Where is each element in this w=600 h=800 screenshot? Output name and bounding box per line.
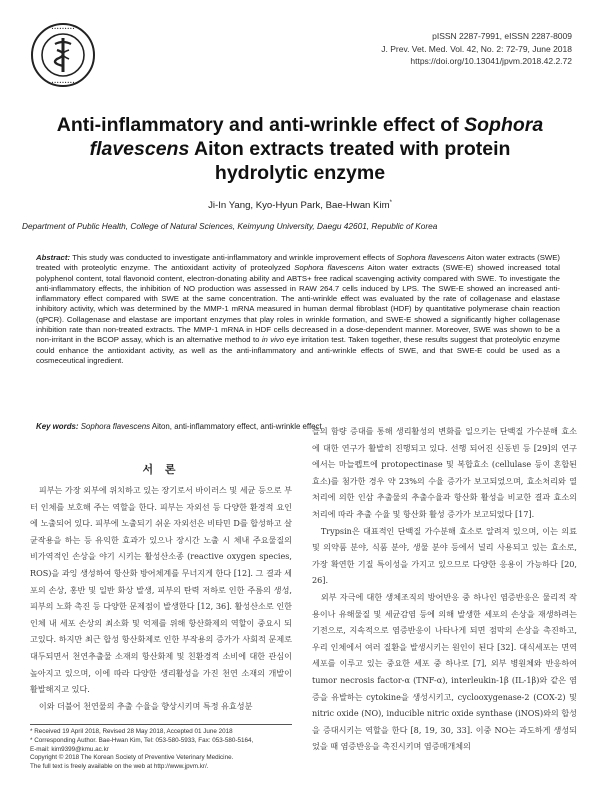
corresponding-mark: * (389, 200, 392, 206)
citation-line: J. Prev. Vet. Med. Vol. 42, No. 2: 72-79, June 2018 (381, 43, 572, 54)
abstract-italic-3: in vivo (261, 335, 285, 345)
affiliation: Department of Public Health, College of Natural Sciences, Keimyung University, Daegu 42601, Republic of Korea (22, 221, 438, 231)
footnote-corresponding: * Corresponding Author. Bae-Hwan Kim, Tel: 053-580-5933, Fax: 053-580-5164, (30, 736, 254, 744)
section-title-introduction: 서 론 (142, 463, 180, 476)
abstract-text-2: Aiton water extracts (SWE) treated with proteolytic enzyme. The antioxidant activity of proteolyzed (36, 253, 560, 273)
paragraph: Trypsin은 대표적인 단백질 가수분해 효소로 알려져 있으며, 이는 의료 및 의약품 분야, 식품 분야, 생물 분야 등에서 널리 사용되고 있는 효소로, 가장 확연한 기질 특이성을 가지고 있으므로 다양한 응용이 가능하다 [20, 26]. (312, 525, 577, 586)
abstract (36, 253, 560, 366)
article-title (50, 113, 550, 185)
footnote-email[interactable]: E-mail: kim9399@kmu.ac.kr (30, 745, 109, 753)
paragraph: 외부 자극에 대한 생체조직의 방어반응 중 하나인 염증반응은 물리적 작용이나 유해물질 및 세균감염 등에 의해 발생한 세포의 손상을 재생하려는 기전으로, 지속적으로 염증반응이 나타나게 되면 점막의 손상을 촉진하고, 우리 인체에서 여러 질환을 발생시키는 원인이 된다 [32]. 대식세포는 면역세포를 이루고 있는 중요한 세포 중 하나로 [7], 외부 병원체와 반응하여 tumor necrosis factor-α (TNF-α), interleukin-1β (IL-1β)와 같은 염증을 유발하는 cytokine을 생성시키고, cyclooxygenase-2 (COX-2) 및 nitric oxide (NO), inducible nitric oxide synthase (iNOS)와의 합성을 증대시키는 역할을 한다 [8, 19, 30, 33]. 이중 NO는 과도하게 생성되었을 때 염증반응을 촉진시키며 염증매개체의 (312, 591, 577, 752)
abstract-italic-1: Sophora flavescens (396, 253, 465, 262)
footnote-availability[interactable]: The full text is freely available on the web at http://www.jpvm.kr/. (30, 763, 209, 771)
paragraph: 피부는 가장 외부에 위치하고 있는 장기로서 바이러스 및 세균 등으로 부터 인체를 보호해 주는 역할을 한다. 피부는 자외선 등 다양한 환경적 요인에 노출되어 있다. 피부에 노출되기 쉬운 자외선은 비타민 D를 합성하고 살균작용을 하는 등 유익한 효과가 있으나 장시간 노출 시 체내 주요물질의 비가역적인 손상을 야기 시키는 활성산소종 (reactive oxygen species, ROS)을 과잉 생성하여 항산화 방어체계를 무너지게 한다 [12]. 그 결과 세포의 손상, 홍반 및 일반 화상 발생, 피부의 탄력 저하로 인한 주름의 생성, 피부의 노화 촉진 등 다양한 문제점이 발생한다 [12, 36]. 활성산소로 인한 인체 내 세포 손상의 최소화 및 억제를 위해 항산화제의 역할이 중요시 되고있다. 하지만 최근 합성 항산화제로 인한 부작용의 증가가 사회적 문제로 대두되면서 천연추출물 소재의 항산화제 및 친환경적 소비에 대한 관심이 높아지고 있으며, 이에 따라 다양한 생리활성을 가진 천연 소재의 개발이 활발해지고 있다. (30, 485, 292, 695)
abstract-text-4: eye irritation test. Taken together, these results suggest that proteolytic enzyme could enhance the antioxidant activity, as well as the anti-inflammatory and anti-wrinkle effects of SWE, and that SWE-E could be used as a cosmeceutical ingredient. (36, 335, 560, 365)
title-part-2: Aiton extracts treated with protein hydrolytic enzyme (189, 138, 511, 184)
keywords-italic: Sophora flavescens (80, 422, 151, 431)
paragraph: 들의 함량 증대를 통해 생리활성의 변화를 일으키는 단백질 가수분해 효소에 대한 연구가 활발히 진행되고 있다. 선행 되어진 신동빈 등 [29]의 연구에서는 마늘펩트에 protopectinase 및 복합효소 (cellulase 등이 혼합된 효소)를 첨가한 경우 약 23%의 수율 증가가 보고되었으며, 효소처리와 열처리에 의한 인삼 추출물의 추출수율과 항산화 활성을 비교한 결과 효소의 처리에 따라 추출 수율 및 항산화 활성 증가가 보고되었다 [17]. (312, 426, 577, 519)
abstract-text-1: This study was conducted to investigate anti-inflammatory and wrinkle improvement effects of (70, 253, 397, 262)
author-names: Ji-In Yang, Kyo-Hyun Park, Bae-Hwan Kim (208, 200, 390, 212)
title-species: Sophora flavescens (89, 114, 544, 160)
author-list (0, 200, 600, 211)
paragraph: 이와 더불어 천연물의 추출 수율을 향상시키며 특정 유효성분 (38, 700, 253, 711)
doi-link[interactable]: https://doi.org/10.13041/jpvm.2018.42.2.72 (410, 56, 572, 66)
footnote-copyright: Copyright © 2018 The Korean Society of Preventive Veterinary Medicine. (30, 754, 234, 762)
abstract-italic-2: Sophora flavescens (294, 263, 365, 273)
keywords-text: Aiton, anti-inflammatory effect, anti-wrinkle effect (150, 422, 322, 431)
svg-text:• • • • • • • • •: • • • • • • • • • (51, 80, 75, 85)
society-logo (30, 22, 96, 88)
footnotes (30, 724, 292, 772)
right-column (312, 423, 577, 755)
keywords-label: Key words: (36, 422, 79, 431)
journal-header (381, 30, 572, 68)
footnote-received: * Received 19 April 2018, Revised 28 May 2018, Accepted 01 June 2018 (30, 728, 233, 735)
issn-line: pISSN 2287-7991, eISSN 2287-8009 (432, 31, 572, 41)
left-column (30, 482, 292, 714)
title-part-1: Anti-inflammatory and anti-wrinkle effect of (56, 114, 465, 136)
abstract-label: Abstract: (36, 253, 71, 262)
svg-text:• • • • • • • • •: • • • • • • • • • (51, 26, 75, 31)
abstract-text-3: Aiton water extracts (SWE-E) showed increased total polyphenol content, total flavonoid content, electron-donating ability and ABTS+ free radical scavenging activity compared with SWE. To investigate the anti-inflammatory effects, the inhibition of NO production was assessed in RAW 264.7 cells induced by LPS. The SWE-E showed an increased anti-inflammatory effect compared with SWE at the same concentration. The anti-wrinkle effect was evaluated by the rate of collagenase and elastase inhibitory activity, which was determined by the MMP-1 mRNA measured in human dermal fibroblast (HDF) by quantitative polymerase chain reaction (qPCR). Collagenase and elastase are important enzymes that play roles in wrinkle formation, and SWE-E showed a significantly higher collagenase inhibition rate than non-treated extracts. The MMP-1 mRNA in HDF cells decreased in a dose-dependent manner. Moreover, SWE was shown to be a non-irritant in the BCOP assay, which is an alternative method to (36, 263, 560, 345)
